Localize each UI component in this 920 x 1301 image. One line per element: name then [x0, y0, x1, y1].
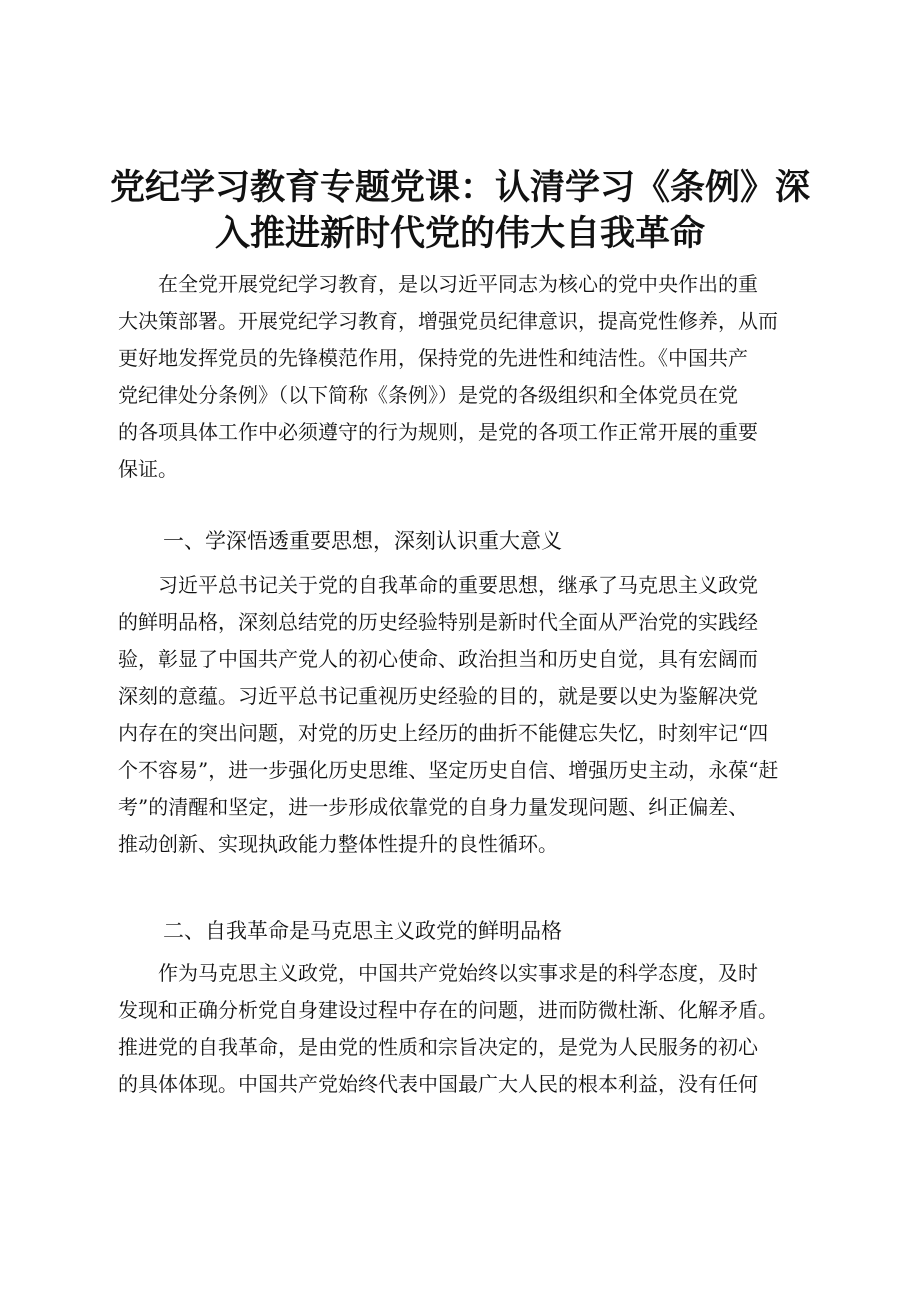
paragraph-line: 内存在的突出问题，对党的历史上经历的曲折不能健忘失忆，时刻牢记“四: [118, 721, 769, 745]
document-title-line-2: 入推进新时代党的伟大自我革命: [214, 214, 705, 254]
paragraph-line: 的各项具体工作中必须遵守的行为规则，是党的各项工作正常开展的重要: [118, 420, 758, 444]
paragraph-line: 保证。: [118, 457, 178, 481]
paragraph-line: 大决策部署。开展党纪学习教育，增强党员纪律意识，提高党性修养，从而: [118, 309, 778, 333]
paragraph-line: 考”的清醒和坚定，进一步形成依靠党的自身力量发现问题、纠正偏差、: [118, 795, 749, 819]
paragraph-line: 的具体体现。中国共产党始终代表中国最广大人民的根本利益，没有任何: [118, 1072, 758, 1096]
section-2-paragraph: [118, 955, 818, 1103]
paragraph-line: 的鲜明品格，深刻总结党的历史经验特别是新时代全面从严治党的实践经: [118, 610, 758, 634]
paragraph-line: 发现和正确分析党自身建设过程中存在的问题，进而防微杜渐、化解矛盾。: [118, 998, 778, 1022]
paragraph-line: 作为马克思主义政党，中国共产党始终以实事求是的科学态度，及时: [118, 961, 758, 985]
paragraph-line: 在全党开展党纪学习教育，是以习近平同志为核心的党中央作出的重: [118, 272, 758, 296]
document-title-line-1: 党纪学习教育专题党课：认清学习《条例》深: [109, 168, 810, 208]
paragraph-line: 推动创新、实现执政能力整体性提升的良性循环。: [118, 832, 558, 856]
paragraph-line: 深刻的意蕴。习近平总书记重视历史经验的目的，就是要以史为鉴解决党: [118, 684, 758, 708]
paragraph-line: 党纪律处分条例》（以下简称《条例》）是党的各级组织和全体党员在党: [118, 383, 738, 407]
paragraph-line: 个不容易”，进一步强化历史思维、坚定历史自信、增强历史主动，永葆“赶: [118, 758, 779, 782]
intro-paragraph: [118, 266, 818, 488]
paragraph-line: 更好地发挥党员的先锋模范作用，保持党的先进性和纯洁性。《中国共产: [118, 346, 748, 370]
section-heading-2: 二、自我革命是马克思主义政党的鲜明品格: [163, 919, 562, 943]
paragraph-line: 验，彰显了中国共产党人的初心使命、政治担当和历史自觉，具有宏阔而: [118, 647, 758, 671]
paragraph-line: 推进党的自我革命，是由党的性质和宗旨决定的，是党为人民服务的初心: [118, 1035, 758, 1059]
section-1-paragraph: [118, 567, 818, 863]
section-heading-1: 一、学深悟透重要思想，深刻认识重大意义: [163, 529, 562, 553]
paragraph-line: 习近平总书记关于党的自我革命的重要思想，继承了马克思主义政党: [118, 573, 758, 597]
